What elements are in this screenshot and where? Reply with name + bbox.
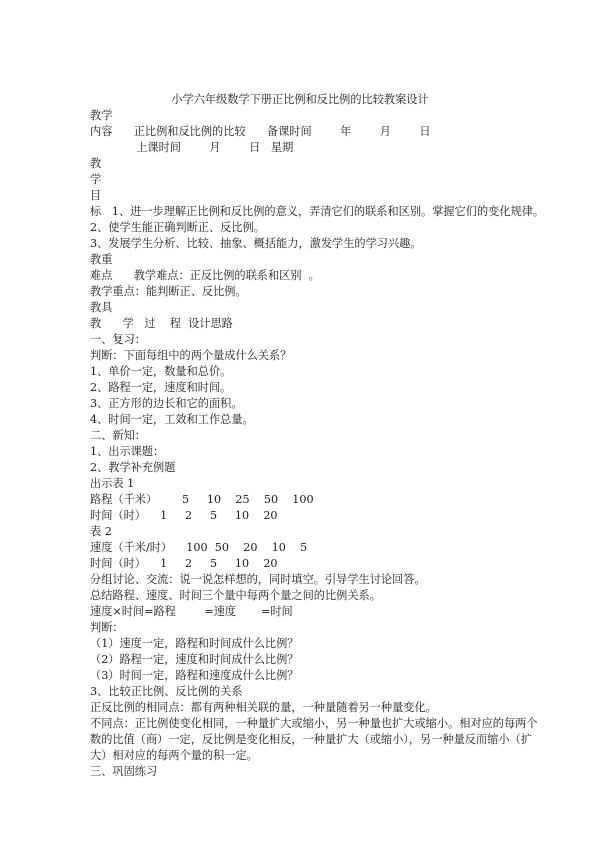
- text-line: 学: [90, 173, 102, 186]
- text-line: 难点 教学难点：正反比例的联系和区别 。: [90, 269, 320, 282]
- text-line: 教重: [90, 253, 113, 266]
- text-line: 4、时间一定，工效和工作总量。: [90, 413, 254, 426]
- text-line: 3、正方形的边长和它的面积。: [90, 397, 243, 410]
- text-line: 教学: [90, 109, 113, 122]
- text-line: 上课时间 月 日 星期: [90, 141, 294, 154]
- text-line: 1、出示课题：: [90, 445, 165, 458]
- text-line: 2、路程一定，速度和时间。: [90, 381, 232, 394]
- text-line: 目: [90, 189, 102, 202]
- text-line: 一、复习：: [90, 333, 146, 346]
- text-line: 总结路程、速度、时间三个量中每两个量之间的比例关系。: [90, 589, 381, 602]
- text-line: 速度（千米/时） 100 50 20 10 5: [90, 541, 308, 554]
- text-line: 出示表 1: [90, 477, 135, 490]
- text-line: 2、教学补充例题: [90, 461, 176, 474]
- text-line: 3、发展学生分析、比较、抽象、概括能力，激发学生的学习兴趣。: [90, 237, 422, 250]
- text-line: 内容 正比例和反比例的比较 备课时间 年 月 日: [90, 125, 431, 138]
- text-line: 正反比例的相同点：都有两种相关联的量，一种量随着另一种量变化。: [90, 701, 437, 714]
- text-line: 速度×时间=路程 =速度 =时间: [90, 605, 293, 618]
- text-line: 教学重点：能判断正、反比例。: [90, 285, 247, 298]
- text-line: 时间（时） 1 2 5 10 20: [90, 509, 278, 522]
- text-line: 大）相对应的每两个量的积一定。: [90, 749, 258, 762]
- text-line: 分组讨论、交流：说一说怎样想的，同时填空。引导学生讨论回答。: [90, 573, 426, 586]
- text-line: 路程（千米） 5 10 25 50 100: [90, 493, 314, 506]
- text-line: 标 1、进一步理解正比例和反比例的意义，弄清它们的联系和区别。掌握它们的变化规律。: [90, 205, 545, 218]
- text-line: （1）速度一定，路程和时间成什么比例？: [90, 637, 299, 650]
- text-line: 1、单价一定，数量和总价。: [90, 365, 232, 378]
- text-line: 3、比较正比例、反比例的关系: [90, 685, 243, 698]
- text-line: 判断：: [90, 621, 124, 634]
- text-line: （3）时间一定，路程和速度成什么比例？: [90, 669, 299, 682]
- text-line: 不同点：正比例使变化相同，一种量扩大或缩小，另一种量也扩大或缩小。相对应的每两个: [90, 717, 538, 730]
- text-line: （2）路程一定，速度和时间成什么比例？: [90, 653, 299, 666]
- text-line: 时间（时） 1 2 5 10 20: [90, 557, 278, 570]
- text-line: 表 2: [90, 525, 112, 538]
- text-line: 判断：下面每组中的两个量成什么关系？: [90, 349, 292, 362]
- text-line: 数的比值（商）一定，反比例是变化相反，一种量扩大（或缩小），另一种量反而缩小（扩: [90, 733, 532, 746]
- text-line: 2、使学生能正确判断正、反比例。: [90, 221, 265, 234]
- document-title: 小学六年级数学下册正比例和反比例的比较教案设计: [171, 93, 429, 106]
- text-line: 教具: [90, 301, 113, 314]
- text-line: 三、巩固练习: [90, 765, 158, 778]
- text-line: 教 学 过 程 设计思路: [90, 317, 233, 330]
- text-line: 教: [90, 157, 102, 170]
- text-line: 二、新知：: [90, 429, 146, 442]
